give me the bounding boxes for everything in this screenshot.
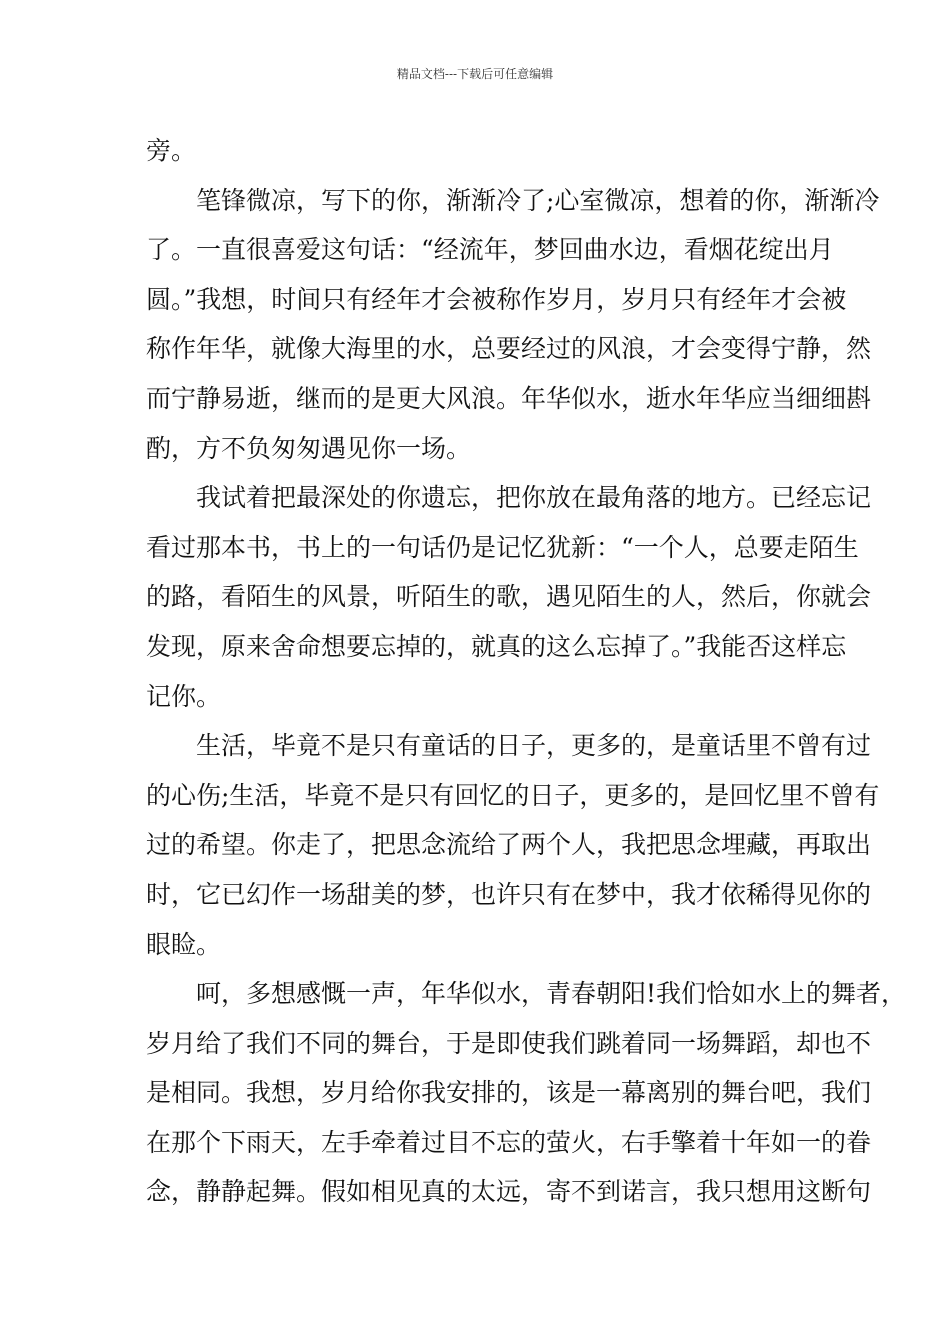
paragraph-line: 呵，多想感慨一声，年华似水，青春朝阳!我们恰如水上的舞者， — [196, 979, 907, 1009]
paragraph-line: 生活，毕竟不是只有童话的日子，更多的，是童话里不曾有过 — [196, 731, 872, 761]
paragraph-line: 笔锋微凉，写下的你，渐渐冷了;心室微凉，想着的你，渐渐冷 — [196, 185, 880, 215]
paragraph-line: 了。一直很喜爱这句话：“经流年，梦回曲水边，看烟花绽出月 — [146, 235, 834, 265]
paragraph-line: 念，静静起舞。假如相见真的太远，寄不到诺言，我只想用这断句 — [146, 1177, 872, 1207]
paragraph-line: 的心伤;生活，毕竟不是只有回忆的日子，更多的，是回忆里不曾有 — [146, 780, 880, 810]
paragraph-line: 眼睑。 — [146, 929, 222, 959]
paragraph-line: 在那个下雨天，左手牵着过目不忘的萤火，右手擎着十年如一的眷 — [146, 1127, 872, 1157]
paragraph-line: 过的希望。你走了，把思念流给了两个人，我把思念埋藏，再取出 — [146, 830, 872, 860]
paragraph-line: 圆。”我想，时间只有经年才会被称作岁月，岁月只有经年才会被 — [146, 284, 847, 314]
paragraph-line: 时，它已幻作一场甜美的梦，也许只有在梦中，我才依稀得见你的 — [146, 879, 872, 909]
paragraph-line: 记你。 — [146, 681, 222, 711]
page-header: 精品文档---下载后可任意编辑 — [396, 67, 554, 81]
paragraph-line: 旁。 — [146, 136, 197, 165]
paragraph-line: 的路，看陌生的风景，听陌生的歌，遇见陌生的人，然后，你就会 — [146, 582, 872, 612]
paragraph-line: 而宁静易逝，继而的是更大风浪。年华似水，逝水年华应当细细斟 — [146, 383, 872, 413]
paragraph-line: 发现，原来舍命想要忘掉的，就真的这么忘掉了。”我能否这样忘 — [146, 631, 847, 661]
paragraph-line: 看过那本书，书上的一句话仍是记忆犹新：“一个人，总要走陌生 — [146, 532, 859, 562]
paragraph-line: 酌，方不负匆匆遇见你一场。 — [146, 433, 472, 463]
paragraph-line: 我试着把最深处的你遗忘，把你放在最角落的地方。已经忘记 — [196, 483, 872, 513]
paragraph-line: 是相同。我想，岁月给你我安排的，该是一幕离别的舞台吧，我们 — [146, 1078, 872, 1108]
paragraph-line: 称作年华，就像大海里的水，总要经过的风浪，才会变得宁静，然 — [146, 334, 872, 364]
paragraph-line: 岁月给了我们不同的舞台，于是即使我们跳着同一场舞蹈，却也不 — [146, 1028, 872, 1058]
document-body — [146, 126, 907, 1217]
